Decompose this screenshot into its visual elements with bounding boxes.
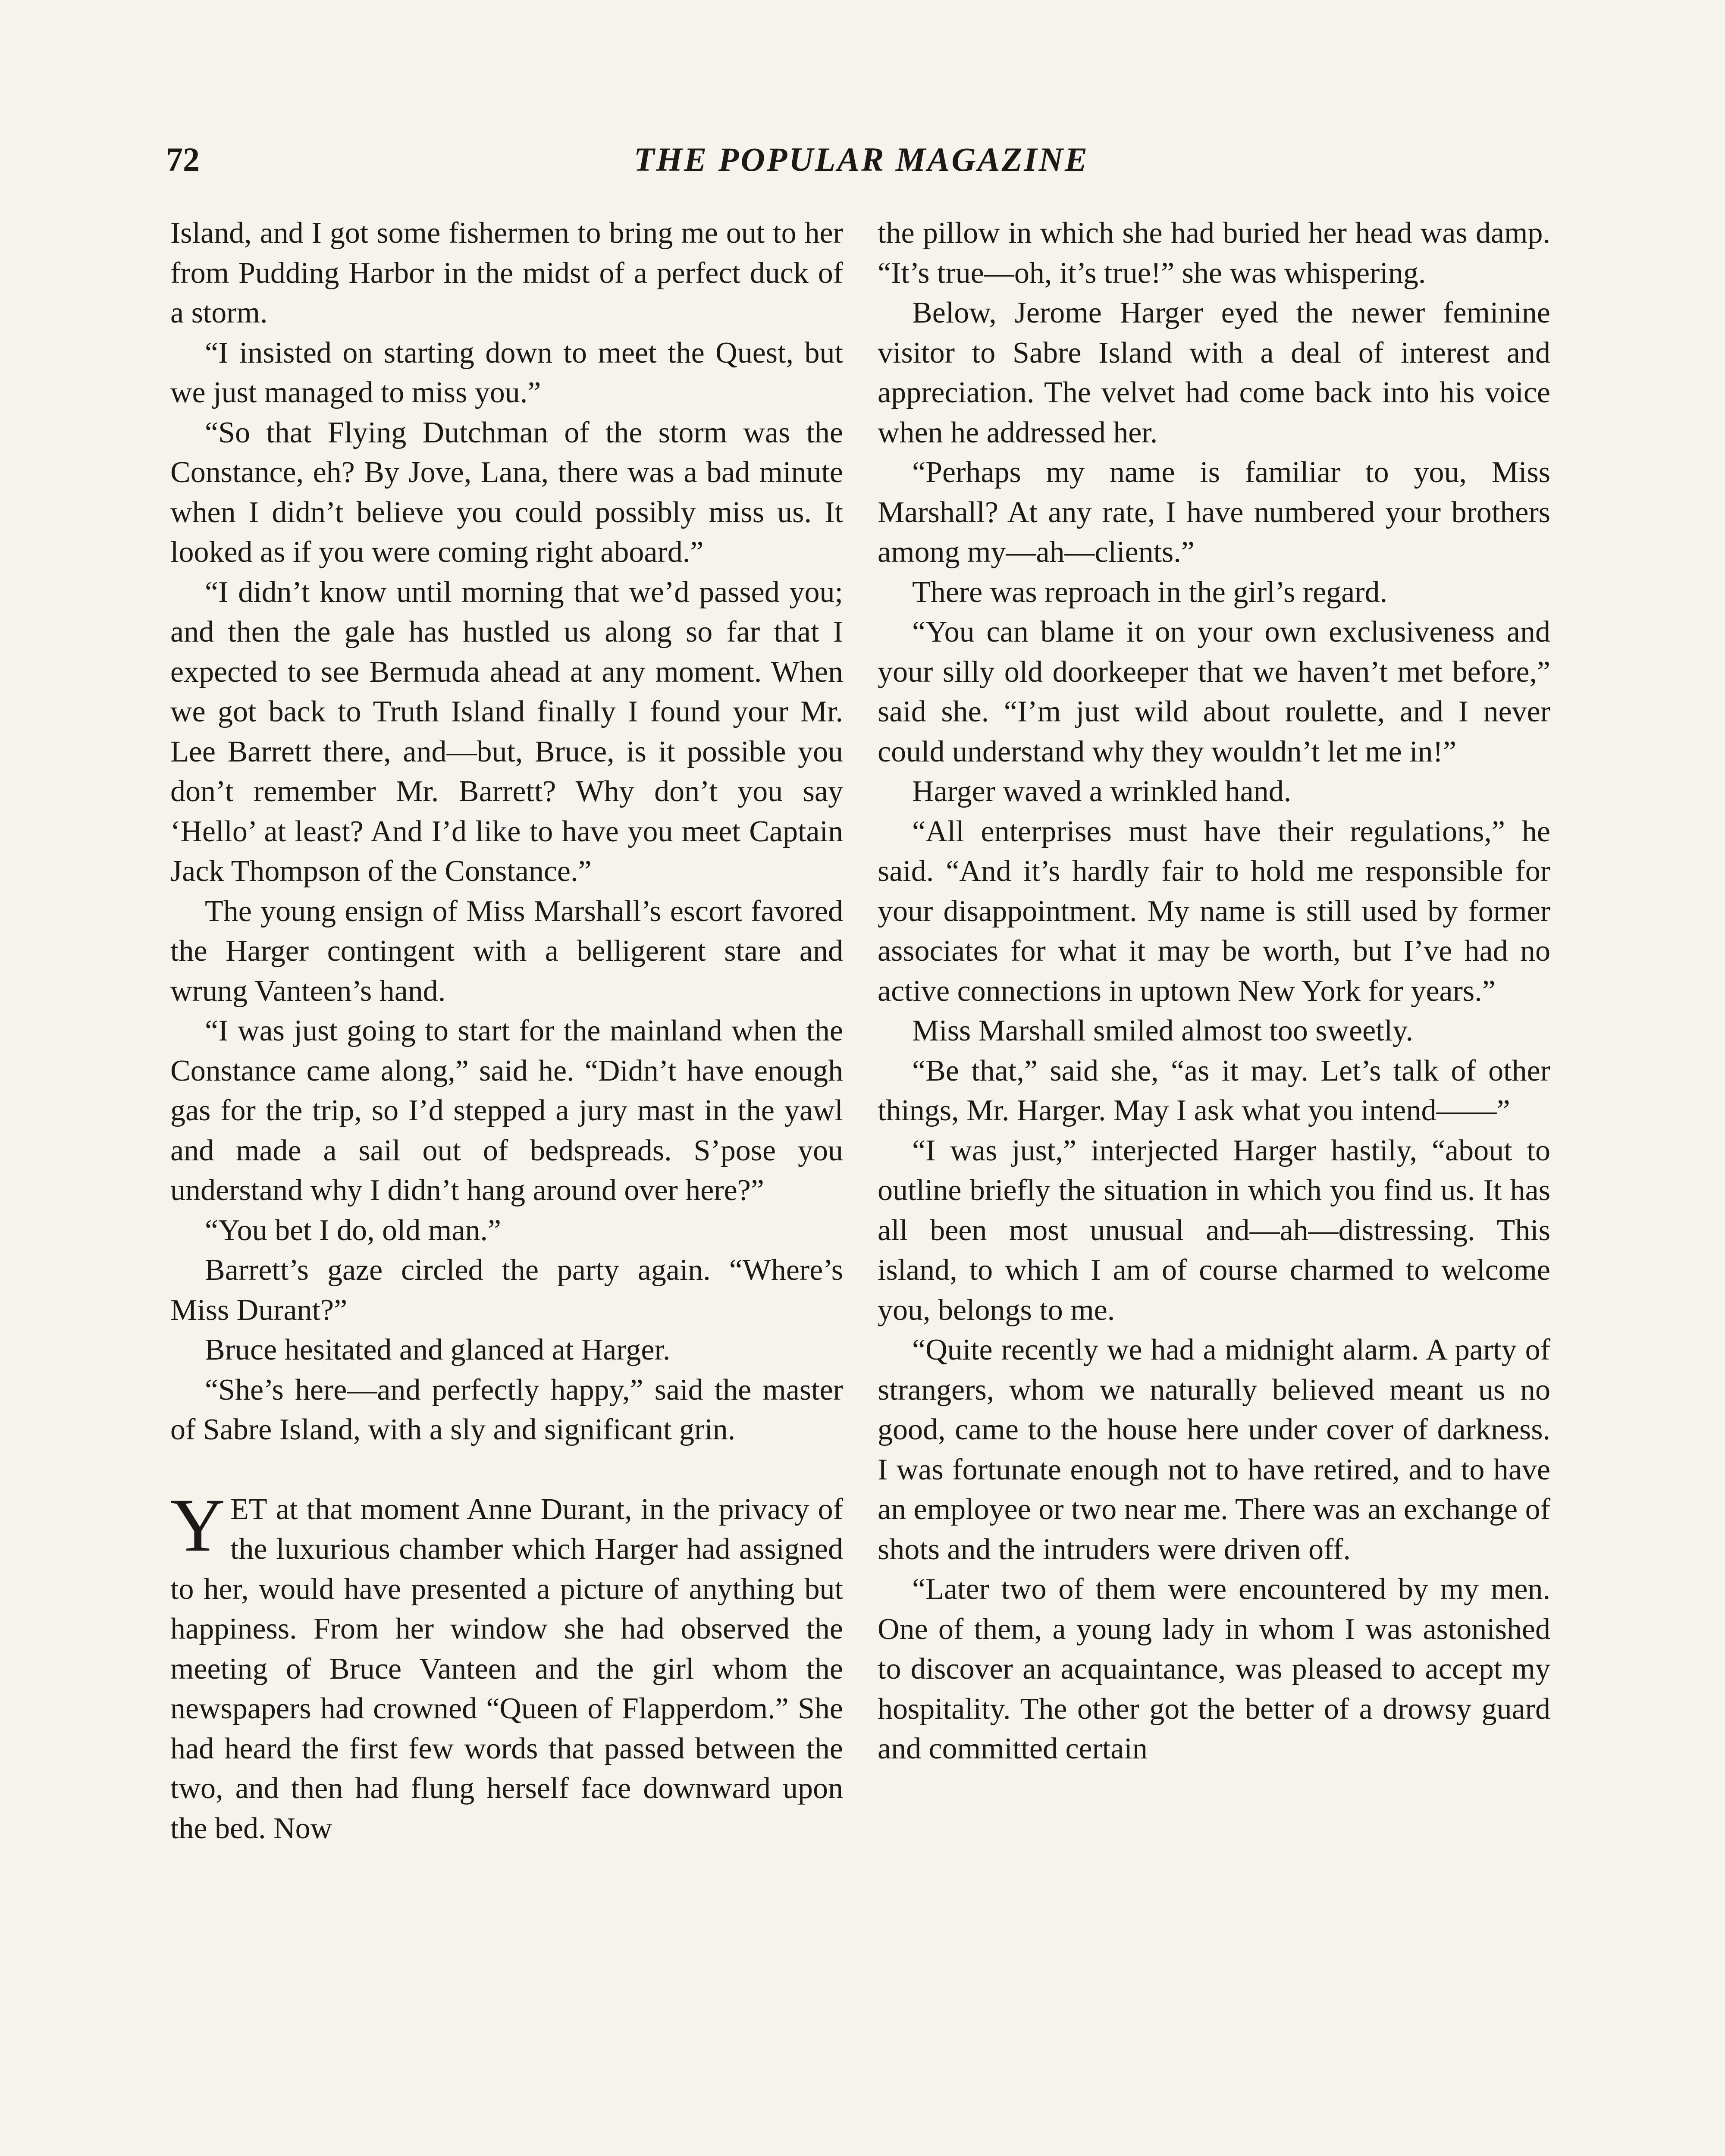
drop-cap: Y	[170, 1483, 226, 1567]
paragraph: “Perhaps my name is familiar to you, Miss Marshall? At any rate, I have numbered your brothers among my—ah—clients.”	[878, 456, 1550, 569]
paragraph: “I was just,” interjected Harger hastily, “about to outline briefly the situation in which you find us. It has all been most unusual and—ah—distressing. This island, to which I am of course charmed to welcome you, belongs to me.	[878, 1134, 1550, 1327]
paragraph: The young ensign of Miss Marshall’s escort favored the Harger contingent with a belligerent stare and wrung Vanteen’s hand.	[170, 894, 843, 1008]
paragraph: the pillow in which she had buried her head was damp. “It’s true—oh, it’s true!” she was whispering.	[878, 216, 1550, 290]
paragraph: Barrett’s gaze circled the party again. “Where’s Miss Durant?”	[170, 1253, 843, 1327]
paragraph: Bruce hesitated and glanced at Harger.	[205, 1333, 671, 1366]
paragraph: “She’s here—and perfectly happy,” said the master of Sabre Island, with a sly and significant grin.	[170, 1373, 843, 1446]
paragraph: “All enterprises must have their regulations,” he said. “And it’s hardly fair to hold me responsible for your disappointment. My name is still used by former associates for what it may be worth, but I’ve had no active connections in uptown New York for years.”	[878, 815, 1550, 1008]
paragraph: “You bet I do, old man.”	[205, 1213, 501, 1247]
right-column	[878, 213, 1550, 1769]
paragraph: There was reproach in the girl’s regard.	[912, 575, 1388, 609]
paragraph: “You can blame it on your own exclusiveness and your silly old doorkeeper that we haven’t met before,” said she. “I’m just wild about roulette, and I never could understand why they wouldn’t let me in!”	[878, 615, 1550, 768]
running-title: THE POPULAR MAGAZINE	[634, 141, 1089, 178]
paragraph: Miss Marshall smiled almost too sweetly.	[912, 1014, 1414, 1047]
paragraph: Island, and I got some fishermen to bring me out to her from Pudding Harbor in the midst of a perfect duck of a storm.	[170, 216, 843, 329]
paragraph: Harger waved a wrinkled hand.	[912, 775, 1292, 808]
small-caps-lead: ET	[230, 1492, 267, 1526]
paragraph: “I was just going to start for the mainland when the Constance came along,” said he. “Didn’t have enough gas for the trip, so I’d stepped a jury mast in the yawl and made a sail out of bedspreads. S’pose you understand why I didn’t hang around over here?”	[170, 1014, 843, 1207]
paragraph: “Be that,” said she, “as it may. Let’s talk of other things, Mr. Harger. May I ask what you intend——”	[878, 1054, 1550, 1127]
page-number: 72	[166, 141, 200, 178]
paragraph: “I didn’t know until morning that we’d passed you; and then the gale has hustled us along so far that I expected to see Bermuda ahead at any moment. When we got back to Truth Island finally I found your Mr. Lee Barrett there, and—but, Bruce, is it possible you don’t remember Mr. Barrett? Why don’t you say ‘Hello’ at least? And I’d like to have you meet Captain Jack Thompson of the Constance.”	[170, 575, 843, 888]
paragraph: “I insisted on starting down to meet the Quest, but we just managed to miss you.”	[170, 336, 843, 409]
paragraph: Below, Jerome Harger eyed the newer feminine visitor to Sabre Island with a deal of interest and appreciation. The velvet had come back into his voice when he addressed her.	[878, 296, 1550, 449]
paragraph: “So that Flying Dutchman of the storm was the Constance, eh? By Jove, Lana, there was a bad minute when I didn’t believe you could possibly miss us. It looked as if you were coming right aboard.”	[170, 416, 843, 569]
section-opening-paragraph	[170, 1483, 843, 1849]
paragraph: “Later two of them were encountered by my men. One of them, a young lady in whom I was astonished to discover an acquaintance, was pleased to accept my hospitality. The other got the better of a drowsy guard and committed certain	[878, 1573, 1550, 1765]
paragraph: “Quite recently we had a midnight alarm. A party of strangers, whom we naturally believed meant us no good, came to the house here under cover of darkness. I was fortunate enough not to have retired, and to have an employee or two near me. There was an exchange of shots and the intruders were driven off.	[878, 1333, 1550, 1566]
paragraph-text: at that moment Anne Durant, in the privacy of the luxurious chamber which Harger had assigned to her, would have presented a picture of anything but happiness. From her window she had observed the meeting of Bruce Vanteen and the girl whom the newspapers had crowned “Queen of Flapperdom.” She had heard the first few words that passed between the two, and then had flung herself face downward upon the bed. Now	[170, 1492, 843, 1845]
left-column	[170, 213, 843, 1849]
page-header	[166, 136, 1557, 188]
